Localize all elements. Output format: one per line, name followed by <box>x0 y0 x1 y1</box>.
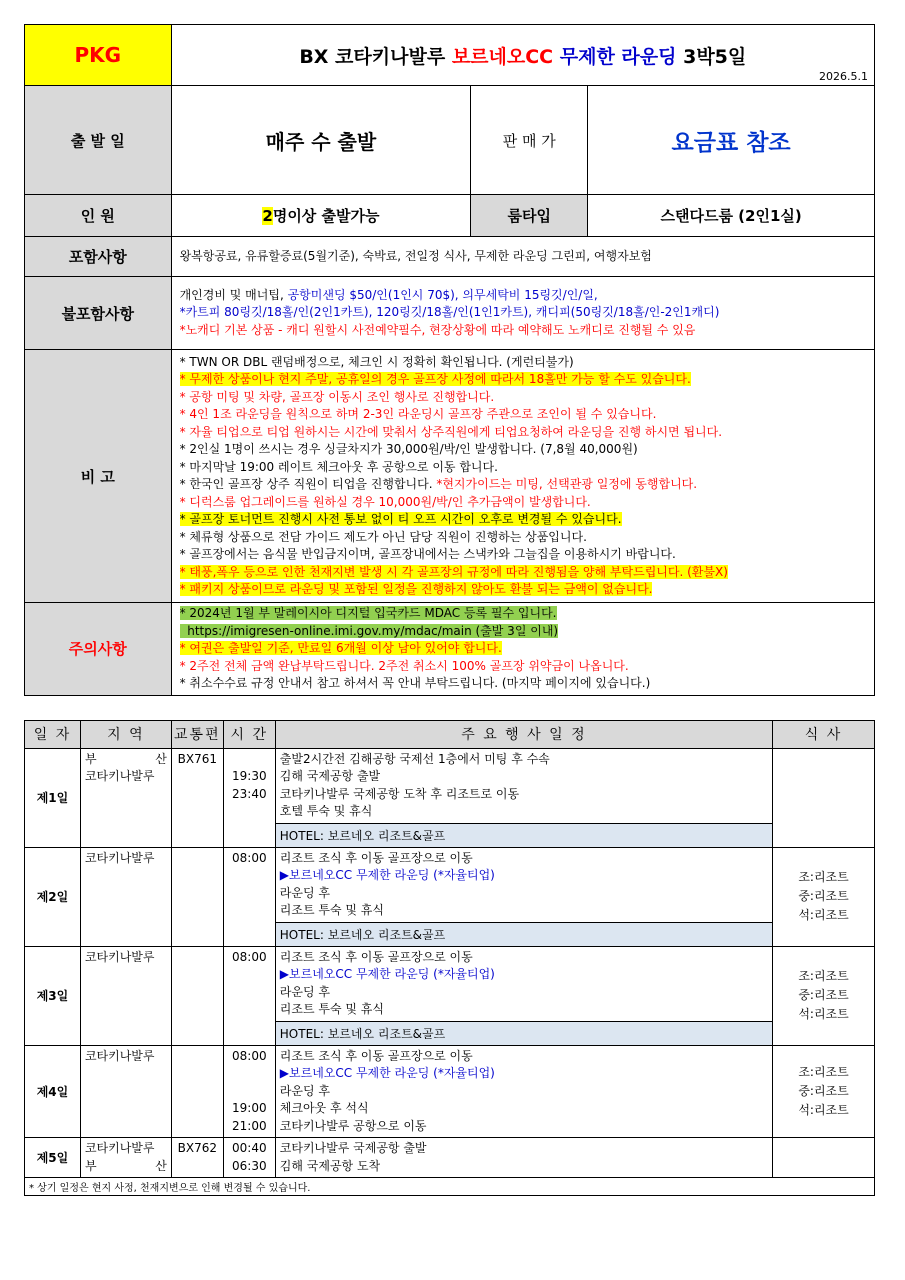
caution-line <box>180 640 866 658</box>
remarks-list <box>171 350 874 603</box>
activity-lines <box>276 1046 772 1138</box>
day-label: 제3일 <box>25 946 81 1045</box>
time-line: 08:00 <box>232 1048 267 1063</box>
package-info-table <box>24 24 875 696</box>
hotel-line: HOTEL: 보르네오 리조트&골프 <box>276 922 772 946</box>
region-text: 코타키나발루 <box>84 1048 155 1063</box>
activity-line: 김해 국제공항 출발 <box>279 769 381 783</box>
region-cell <box>80 1045 171 1138</box>
region-cell <box>80 748 171 847</box>
time-line <box>224 751 275 769</box>
caution-line <box>180 675 866 693</box>
time-cell <box>223 946 275 1045</box>
activity-cell <box>275 1045 772 1138</box>
meal-line: 조:리조트 <box>798 1064 849 1079</box>
room-value: 스탠다드룸 (2인1실) <box>588 195 875 237</box>
activity-lines <box>276 1138 772 1177</box>
activity-line: ▶보르네오CC 무제한 라운딩 (*자율티업) <box>279 967 495 981</box>
column-header: 식 사 <box>773 720 875 748</box>
itinerary-row <box>25 1138 875 1178</box>
remark-text: * 골프장 토너먼트 진행시 사전 통보 없이 티 오프 시간이 오후로 변경될 수 있습니다. <box>179 512 622 526</box>
transport-cell <box>171 847 223 946</box>
remark-line <box>180 581 866 599</box>
remark-text: * 무제한 상품이나 현지 주말, 공휴일의 경우 골프장 사정에 따라서 18홀만 가능 할 수도 있습니다. <box>179 372 691 386</box>
column-header: 지 역 <box>80 720 171 748</box>
activity-line: 출발2시간전 김해공항 국제선 1층에서 미팅 후 수속 <box>279 751 550 766</box>
remark-text: * 태풍,폭우 등으로 인한 천재지변 발생 시 각 골프장의 규정에 따라 진행됨을 양해 부탁드립니다. (환불X) <box>179 564 728 579</box>
activity-line: 리조트 투숙 및 휴식 <box>279 903 384 917</box>
remark-line <box>180 564 866 582</box>
price-value: 요금표 참조 <box>588 86 875 195</box>
region-line <box>85 768 167 786</box>
time-line: 19:00 <box>232 1101 267 1115</box>
region-text: 산 <box>155 1158 167 1173</box>
region-line <box>85 1048 167 1066</box>
time-line: 08:00 <box>232 850 267 865</box>
meal-cell <box>773 1045 875 1138</box>
remark-line <box>180 354 866 372</box>
region-line <box>85 1140 167 1158</box>
meal-line: 석:리조트 <box>798 1102 849 1117</box>
time-line: 21:00 <box>232 1118 267 1133</box>
region-text: 부 <box>84 1158 97 1173</box>
activity-line: 리조트 투숙 및 휴식 <box>279 1002 384 1016</box>
remark-line <box>180 494 866 512</box>
column-header: 교통편 <box>171 720 223 748</box>
remark-line <box>180 476 866 494</box>
caution-text: * 2주전 전체 금액 완납부탁드립니다. 2주전 취소시 100% 골프장 위약금이 나옵니다. <box>179 658 629 673</box>
meal-line: 석:리조트 <box>798 1007 849 1021</box>
meal-line: 중:리조트 <box>798 1083 849 1098</box>
remark-text: * 마지막날 19:00 레이트 체크아웃 후 공항으로 이동 합니다. <box>179 459 498 474</box>
include-label: 포함사항 <box>25 237 172 277</box>
price-label: 판 매 가 <box>471 86 588 195</box>
time-cell <box>223 1045 275 1138</box>
activity-cell <box>275 1138 772 1178</box>
region-cell <box>80 946 171 1045</box>
caution-text: * 취소수수료 규정 안내서 참고 하셔서 꼭 안내 부탁드립니다. (마지막 페이지에 있습니다.) <box>179 676 651 690</box>
activity-line: ▶보르네오CC 무제한 라운딩 (*자율티업) <box>279 1066 495 1080</box>
time-cell <box>223 847 275 946</box>
region-line <box>85 751 167 769</box>
exclude-label: 불포함사항 <box>25 277 172 350</box>
remark-text: * 체류형 상품으로 전담 가이드 제도가 아닌 담당 직원이 진행하는 상품입니다. <box>179 529 587 544</box>
transport-cell <box>171 1045 223 1138</box>
meal-cell <box>773 847 875 946</box>
activity-cell <box>275 847 772 946</box>
remark-line <box>180 424 866 442</box>
region-cell <box>80 1138 171 1178</box>
region-text: 코타키나발루 <box>84 1141 155 1155</box>
day-label: 제4일 <box>25 1045 81 1138</box>
remarks-label: 비 고 <box>25 350 172 603</box>
time-line <box>224 803 275 821</box>
time-line: 19:30 <box>232 769 267 783</box>
people-label: 인 원 <box>25 195 172 237</box>
people-value: 2명이상 출발가능 <box>171 195 471 237</box>
caution-label: 주의사항 <box>25 603 172 696</box>
departure-value: 매주 수 출발 <box>171 86 471 195</box>
remark-text: * 패키지 상품이므로 라운딩 및 포함된 일정을 진행하지 않아도 환불 되는 금액이 없습니다. <box>179 582 653 596</box>
time-line <box>224 821 275 839</box>
activity-line: 김해 국제공항 도착 <box>279 1158 381 1173</box>
activity-line: ▶보르네오CC 무제한 라운딩 (*자율티업) <box>279 868 495 882</box>
activity-line: 라운딩 후 <box>279 885 330 900</box>
remark-text: * 골프장에서는 음식물 반입금지이며, 골프장내에서는 스낵카와 그늘집을 이용하시기 바랍니다. <box>179 547 676 561</box>
activity-line: 코타키나발루 국제공항 도착 후 리조트로 이동 <box>279 786 520 801</box>
exclude-value: 개인경비 및 매너팁, 공항미샌딩 $50/인(1인시 70$), 의무세탁비 15링깃/인/일, *카트피 80링깃/18홀/인(2인1카트), 120링깃/18홀/인(1인1카트), 캐디피(50링깃/18홀/인-2인1캐디) *노캐디 기본 상품 - 캐디 원할시 사전예약필수, 현장상황에 따라 예약해도 노캐디로 진행될 수 있음 <box>171 277 874 350</box>
package-title: BX 코타키나발루 보르네오CC 무제한 라운딩 3박5일 2026.5.1 <box>171 25 874 86</box>
transport-cell: BX761 <box>171 748 223 847</box>
day-label: 제1일 <box>25 748 81 847</box>
time-line: 06:30 <box>232 1158 267 1173</box>
meal-line: 조:리조트 <box>798 969 849 983</box>
itinerary-footnote: * 상기 일정은 현지 사정, 천재지변으로 인해 변경될 수 있습니다. <box>24 1178 875 1196</box>
transport-cell <box>171 946 223 1045</box>
time-line <box>224 1065 275 1083</box>
region-text: 부 <box>84 751 97 766</box>
activity-line: 리조트 조식 후 이동 골프장으로 이동 <box>279 949 473 964</box>
time-cell <box>223 1138 275 1178</box>
column-header: 시 간 <box>223 720 275 748</box>
activity-cell <box>275 748 772 847</box>
meal-line: 석:리조트 <box>798 908 849 922</box>
remark-line <box>180 511 866 529</box>
time-line: 23:40 <box>232 786 267 801</box>
column-header: 일 자 <box>25 720 81 748</box>
activity-lines <box>276 848 772 922</box>
meal-line: 조:리조트 <box>798 870 849 884</box>
caution-text: * 여권은 출발일 기준, 만료일 6개월 이상 남아 있어야 합니다. <box>179 641 502 655</box>
itinerary-row <box>25 946 875 1045</box>
caution-text: * 2024년 1월 부 말레이시아 디지털 입국카드 MDAC 등록 필수 입니다. <box>179 606 557 620</box>
caution-line <box>180 605 866 623</box>
day-label: 제2일 <box>25 847 81 946</box>
caution-text: https://imigresen-online.imi.gov.my/mdac/main (출발 3일 이내) <box>179 623 559 638</box>
remark-text: * 2인실 1명이 쓰시는 경우 싱글차지가 30,000원/박/인 발생합니다. (7,8월 40,000원) <box>179 442 638 456</box>
document <box>24 24 875 1196</box>
itinerary-table <box>24 720 875 1179</box>
caution-line <box>180 623 866 641</box>
remark-text: * 4인 1조 라운딩을 원칙으로 하며 2-3인 라운딩시 골프장 주관으로 조인이 될 수 있습니다. <box>179 407 657 421</box>
activity-line: 코타키나발루 국제공항 출발 <box>279 1141 427 1155</box>
departure-label: 출 발 일 <box>25 86 172 195</box>
region-cell <box>80 847 171 946</box>
meal-cell <box>773 946 875 1045</box>
room-label: 룸타입 <box>471 195 588 237</box>
meal-cell <box>773 748 875 847</box>
itinerary-row <box>25 1045 875 1138</box>
region-text: 코타키나발루 <box>84 949 155 964</box>
activity-lines <box>276 947 772 1021</box>
time-line: 00:40 <box>232 1141 267 1155</box>
itinerary-row <box>25 748 875 847</box>
pkg-badge: PKG <box>25 25 172 86</box>
time-line <box>224 1083 275 1101</box>
activity-line: 호텔 투숙 및 휴식 <box>279 804 373 818</box>
column-header: 주 요 행 사 일 정 <box>275 720 772 748</box>
region-text: 코타키나발루 <box>84 769 155 783</box>
remark-line <box>180 371 866 389</box>
remark-line <box>180 529 866 547</box>
region-line <box>85 1158 167 1176</box>
remark-text: * 디럭스룸 업그레이드를 원하실 경우 10,000원/박/인 추가금액이 발생합니다. <box>179 494 591 509</box>
remark-line <box>180 459 866 477</box>
region-line <box>85 949 167 967</box>
remark-line <box>180 389 866 407</box>
activity-line: 코타키나발루 공항으로 이동 <box>279 1118 427 1133</box>
remark-text: * TWN OR DBL 랜덤배정으로, 체크인 시 정확히 확인됩니다. (게런티불가) <box>179 354 574 369</box>
issue-date: 2026.5.1 <box>819 70 868 83</box>
caution-list <box>171 603 874 696</box>
activity-line: 리조트 조식 후 이동 골프장으로 이동 <box>279 850 473 865</box>
hotel-line: HOTEL: 보르네오 리조트&골프 <box>276 823 772 847</box>
activity-lines <box>276 749 772 823</box>
day-label: 제5일 <box>25 1138 81 1178</box>
activity-line: 라운딩 후 <box>279 984 330 999</box>
remark-line <box>180 406 866 424</box>
remark-line <box>180 546 866 564</box>
itinerary-row <box>25 847 875 946</box>
remark-extra: *현지가이드는 미팅, 선택관광 일정에 동행합니다. <box>436 477 698 491</box>
activity-line: 리조트 조식 후 이동 골프장으로 이동 <box>279 1048 473 1063</box>
include-value: 왕복항공료, 유류할증료(5월기준), 숙박료, 전일정 식사, 무제한 라운딩 그린피, 여행자보험 <box>171 237 874 277</box>
remark-text: * 한국인 골프장 상주 직원이 티업을 진행합니다. <box>179 477 437 491</box>
activity-line: 체크아웃 후 석식 <box>279 1101 369 1115</box>
region-text: 코타키나발루 <box>84 850 155 865</box>
activity-cell <box>275 946 772 1045</box>
time-line: 08:00 <box>232 949 267 964</box>
itinerary-header-row <box>25 720 875 748</box>
remark-line <box>180 441 866 459</box>
region-text: 산 <box>155 751 167 766</box>
transport-cell: BX762 <box>171 1138 223 1178</box>
activity-line: 라운딩 후 <box>279 1083 330 1098</box>
hotel-line: HOTEL: 보르네오 리조트&골프 <box>276 1021 772 1045</box>
meal-cell <box>773 1138 875 1178</box>
meal-line: 중:리조트 <box>798 889 849 903</box>
remark-text: * 공항 미팅 및 차량, 골프장 이동시 조인 행사로 진행합니다. <box>179 389 495 404</box>
time-cell <box>223 748 275 847</box>
remark-text: * 자율 티업으로 티업 원하시는 시간에 맞춰서 상주직원에게 티업요청하여 라운딩을 진행 하시면 됩니다. <box>179 424 723 439</box>
meal-line: 중:리조트 <box>798 988 849 1002</box>
caution-line <box>180 658 866 676</box>
region-line <box>85 850 167 868</box>
